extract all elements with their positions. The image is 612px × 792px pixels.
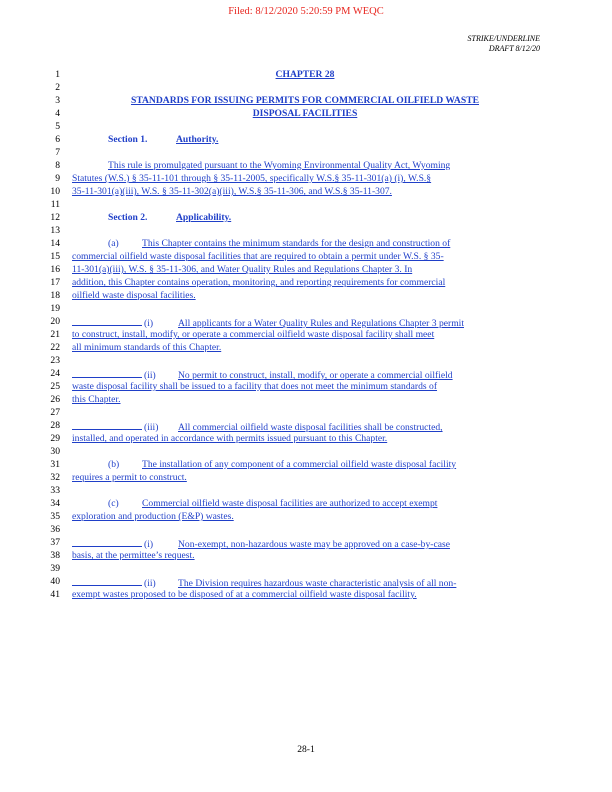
line	[0, 563, 612, 575]
line-number: 13	[50, 225, 60, 236]
line-number: 17	[50, 277, 60, 288]
paragraph-line: 11-301(a)(iii), W.S. § 35-11-306, and Water Quality Rules and Regulations Chapter 3. In	[72, 264, 413, 275]
line	[0, 433, 612, 445]
underline-blank	[72, 576, 142, 586]
paragraph-line: 35-11-301(a)(iii), W.S. § 35-11-302(a)(iii), W.S.§ 35-11-306, and W.S.§ 35-11-307.	[72, 186, 392, 197]
line-number: 14	[50, 238, 60, 249]
line-number: 41	[50, 589, 60, 600]
item-text: Commercial oilfield waste disposal facilities are authorized to accept exempt	[142, 498, 438, 509]
line	[0, 316, 612, 328]
line-number: 20	[50, 316, 60, 327]
line-number: 18	[50, 290, 60, 301]
line	[0, 264, 612, 276]
line-number: 24	[50, 368, 60, 379]
item-text: The Division requires hazardous waste characteristic analysis of all non-	[178, 578, 457, 589]
item-text: This Chapter contains the minimum standards for the design and construction of	[142, 238, 451, 249]
item-marker: (i)	[144, 539, 154, 550]
line	[0, 511, 612, 523]
line-number: 21	[50, 329, 60, 340]
line-number: 5	[55, 121, 60, 132]
line-number: 7	[55, 147, 60, 158]
underline-blank	[72, 537, 142, 547]
paragraph-line: addition, this Chapter contains operation, monitoring, and reporting requirements for commercial	[72, 277, 446, 288]
line-number: 9	[55, 173, 60, 184]
section-heading	[72, 212, 574, 224]
item-marker: (ii)	[144, 370, 156, 381]
item-text: The installation of any component of a commercial oilfield waste disposal facility	[142, 459, 457, 470]
line-number: 19	[50, 303, 60, 314]
paragraph-line: Statutes (W.S.) § 35-11-101 through § 35-11-2005, specifically W.S.§ 35-11-301(a) (i), W.S.§	[72, 173, 432, 184]
section-number: Section 2.	[108, 212, 148, 223]
line-number: 36	[50, 524, 60, 535]
line-number: 28	[50, 420, 60, 431]
line-number: 29	[50, 433, 60, 444]
line	[0, 576, 612, 588]
line-number: 32	[50, 472, 60, 483]
draft-label	[468, 34, 540, 54]
line	[0, 394, 612, 406]
line-number: 27	[50, 407, 60, 418]
line	[0, 446, 612, 458]
item-marker: (ii)	[144, 578, 156, 589]
paragraph-line: exploration and production (E&P) wastes.	[72, 511, 234, 522]
line-number: 33	[50, 485, 60, 496]
chapter-title: STANDARDS FOR ISSUING PERMITS FOR COMMERCIAL OILFIELD WASTE	[130, 95, 479, 106]
line	[0, 238, 612, 250]
line-number: 25	[50, 381, 60, 392]
line	[0, 329, 612, 341]
line	[0, 459, 612, 471]
paragraph-line: oilfield waste disposal facilities.	[72, 290, 196, 301]
item-marker: (a)	[108, 238, 119, 249]
line-number: 39	[50, 563, 60, 574]
line	[0, 290, 612, 302]
paragraph-line	[72, 368, 538, 382]
line	[0, 550, 612, 562]
line	[0, 368, 612, 380]
line	[0, 147, 612, 159]
line	[0, 134, 612, 146]
line-number: 2	[55, 82, 60, 93]
line-number: 30	[50, 446, 60, 457]
line-number: 35	[50, 511, 60, 522]
paragraph-line: this Chapter.	[72, 394, 121, 405]
line	[0, 108, 612, 120]
line-number: 22	[50, 342, 60, 353]
paragraph-line	[72, 459, 574, 471]
line-number: 10	[50, 186, 60, 197]
draft-line-1: STRIKE/UNDERLINE	[467, 34, 540, 43]
line	[0, 199, 612, 211]
line	[0, 121, 612, 133]
section-number: Section 1.	[108, 134, 148, 145]
filed-stamp: Filed: 8/12/2020 5:20:59 PM WEQC	[228, 6, 384, 17]
line-number: 6	[55, 134, 60, 145]
paragraph-line	[72, 238, 574, 250]
line-number: 12	[50, 212, 60, 223]
line	[0, 160, 612, 172]
line	[0, 355, 612, 367]
paragraph-line: This rule is promulgated pursuant to the Wyoming Environmental Quality Act, Wyoming	[108, 160, 451, 171]
page-number: 28-1	[297, 744, 315, 755]
line	[0, 82, 612, 94]
paragraph-line	[72, 316, 538, 330]
line-number: 38	[50, 550, 60, 561]
paragraph-line: to construct, install, modify, or operate a commercial oilfield waste disposal facility shall meet	[72, 329, 435, 340]
line-number: 15	[50, 251, 60, 262]
line	[0, 342, 612, 354]
line-number: 8	[55, 160, 60, 171]
line	[0, 69, 612, 81]
underline-blank	[72, 420, 142, 430]
chapter-title: DISPOSAL FACILITIES	[252, 108, 358, 119]
section-heading	[72, 134, 574, 146]
line	[0, 589, 612, 601]
paragraph-line	[72, 576, 538, 590]
line-number: 40	[50, 576, 60, 587]
draft-line-2: DRAFT 8/12/20	[488, 44, 540, 53]
line	[0, 186, 612, 198]
line-number: 31	[50, 459, 60, 470]
paragraph-line	[72, 498, 574, 510]
underline-blank	[72, 368, 142, 378]
item-marker: (c)	[108, 498, 119, 509]
paragraph-line	[72, 420, 538, 434]
line	[0, 303, 612, 315]
line-number: 23	[50, 355, 60, 366]
line	[0, 498, 612, 510]
line	[0, 407, 612, 419]
underline-blank	[72, 316, 142, 326]
item-marker: (i)	[144, 318, 154, 329]
paragraph-line: requires a permit to construct.	[72, 472, 187, 483]
chapter-heading: CHAPTER 28	[275, 69, 335, 80]
item-marker: (iii)	[144, 422, 159, 433]
paragraph-line: all minimum standards of this Chapter.	[72, 342, 222, 353]
item-text: All applicants for a Water Quality Rules and Regulations Chapter 3 permit	[178, 318, 464, 329]
line-number: 34	[50, 498, 60, 509]
line	[0, 420, 612, 432]
line	[0, 537, 612, 549]
line	[0, 173, 612, 185]
line	[0, 485, 612, 497]
line	[0, 251, 612, 263]
line	[0, 212, 612, 224]
line	[0, 381, 612, 393]
section-title: Authority.	[176, 134, 219, 145]
line-number: 11	[50, 199, 60, 210]
paragraph-line: exempt wastes proposed to be disposed of at a commercial oilfield waste disposal facility.	[72, 589, 417, 600]
line	[0, 225, 612, 237]
paragraph-line	[72, 537, 538, 551]
paragraph-line: basis, at the permittee’s request.	[72, 550, 195, 561]
line	[0, 95, 612, 107]
paragraph-line: waste disposal facility shall be issued to a facility that does not meet the minimum standards of	[72, 381, 438, 392]
line	[0, 277, 612, 289]
line-number: 1	[55, 69, 60, 80]
line-number: 26	[50, 394, 60, 405]
section-title: Applicability.	[176, 212, 232, 223]
item-text: Non-exempt, non-hazardous waste may be approved on a case-by-case	[178, 539, 450, 550]
item-text: No permit to construct, install, modify, or operate a commercial oilfield	[178, 370, 453, 381]
line-number: 3	[55, 95, 60, 106]
paragraph-line: installed, and operated in accordance with permits issued pursuant to this Chapter.	[72, 433, 388, 444]
line-number: 4	[55, 108, 60, 119]
line	[0, 472, 612, 484]
paragraph-line: commercial oilfield waste disposal facilities that are required to obtain a permit under W.S. § 35-	[72, 251, 444, 262]
item-marker: (b)	[108, 459, 120, 470]
line-number: 37	[50, 537, 60, 548]
line-number: 16	[50, 264, 60, 275]
item-text: All commercial oilfield waste disposal facilities shall be constructed,	[178, 422, 443, 433]
line	[0, 524, 612, 536]
